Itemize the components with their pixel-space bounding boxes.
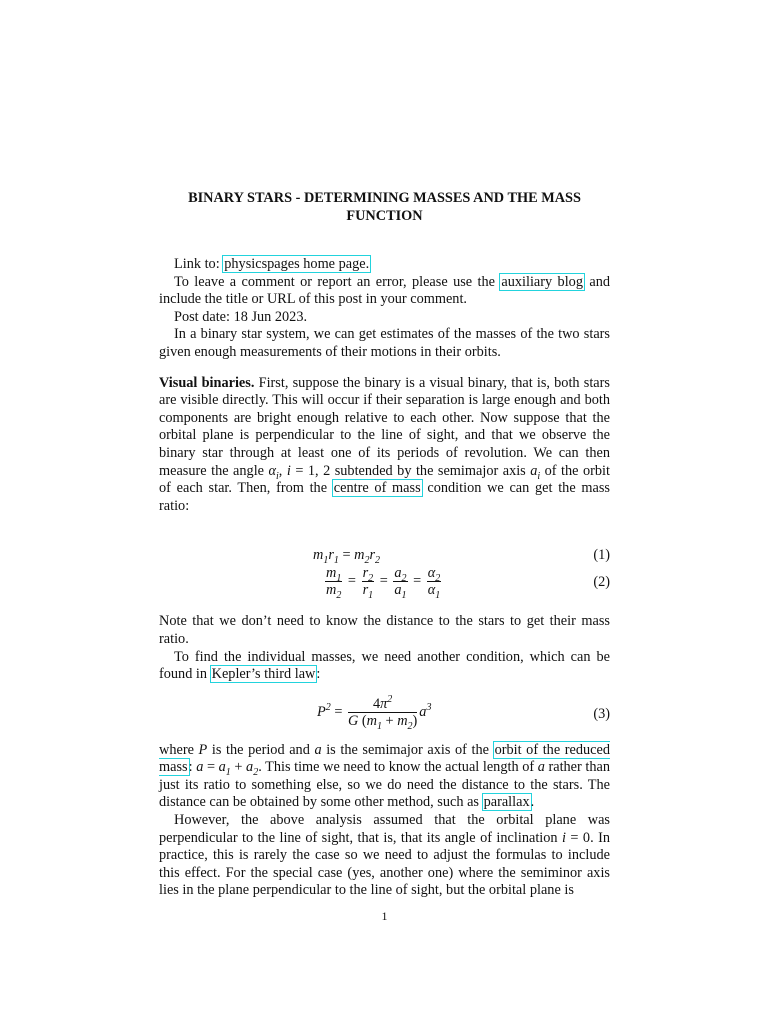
where-paragraph: where P is the period and a is the semimajor axis of the orbit of the reduced mass: $a = a_1 + a_2$. This time we need to know the actual length of a rather than just its ratio to something else, so we do need the distance to the stars. The distance can be obtained by some other method, such as parallax. bbox=[159, 741, 611, 811]
link-paragraph bbox=[159, 256, 610, 274]
centre-of-mass-link[interactable]: centre of mass bbox=[333, 480, 421, 497]
comment-text: To leave a comment or report an error, please use the bbox=[174, 273, 501, 290]
equation-number-2: (2) bbox=[593, 574, 610, 591]
page-number: 1 bbox=[381, 909, 388, 923]
paper-body bbox=[159, 256, 610, 900]
post-date: Post date: 18 Jun 2023. bbox=[174, 308, 308, 325]
title-line-1: BINARY STARS - DETERMINING MASSES AND THE MASS bbox=[188, 190, 581, 206]
para-text: . In practice, this is rarely the case so we need to adjust the formulas to include this effect. For the special case (yes, another one) where the semiminor axis lies in the plane perpendicular to the line of sight, but the orbital plane is bbox=[159, 829, 610, 899]
intro-paragraph: In a binary star system, we can get estimates of the masses of the two stars given enough measurements of their motions in their orbits. bbox=[159, 326, 610, 360]
reduced-mass-link[interactable]: orbit of the reduced mass bbox=[159, 741, 611, 776]
auxiliary-blog-link[interactable]: auxiliary blog bbox=[501, 273, 583, 290]
equation-number-3: (3) bbox=[593, 705, 610, 722]
equation-3: $P^2$ = $\frac{4\pi^2}{G (m_1 + m_2)}$ $a^3$ (3) bbox=[317, 693, 610, 732]
para-text: is the semimajor axis of the bbox=[321, 741, 494, 758]
equation-number-1: (1) bbox=[593, 547, 610, 564]
para-text: rather than just its ratio to something else, so we do need the distance to the stars. The distance can be obtained by some other method, such as bbox=[159, 759, 611, 811]
para-text: . bbox=[530, 794, 535, 811]
comment-text-end: and include the title or URL of this post in your comment. bbox=[159, 273, 611, 308]
para-text: subtended by the semimajor axis bbox=[330, 462, 531, 479]
section-heading: Visual binaries. bbox=[159, 374, 255, 391]
para-text: . This time we need to know the actual length of bbox=[258, 759, 538, 776]
however-paragraph: However, the above analysis assumed that the orbital plane was perpendicular to the line of sight, that is, that its angle of inclination i = 0. In practice, this is rarely the case so we need to adjust the formulas to include this effect. For the special case (yes, another one) where the semiminor axis lies in the plane perpendicular to the line of sight, but the orbital plane is bbox=[159, 812, 610, 899]
link-label: Link to: bbox=[174, 256, 224, 272]
visual-binaries-paragraph: Visual binaries. First, suppose the binary is a visual binary, that is, both stars are visible directly. This will occur if their separation is large enough and both components are bright enough relative to each other. Now suppose that the orbital plane is perpendicular to the line of sight, and that we observe the binary star through at least one of its periods of revolution. We can then measure the angle $\alpha_i$, i = 1, 2 subtended by the semimajor axis $a_i$ of the orbit of each star. Then, from the centre of mass condition we can get the mass ratio: bbox=[159, 374, 610, 514]
para-text: : bbox=[316, 666, 321, 683]
kepler-paragraph bbox=[159, 649, 610, 684]
para-text: of the orbit of each star. Then, from the bbox=[159, 462, 610, 497]
para-text: First, suppose the binary is a visual binary, that is, both stars are visible directly. This will occur if their separation is large enough and both components are bright enough relative to each other. Now suppose that the orbital plane is perpendicular to the line of sight, and that we observe the binary star through at least one of its periods of revolution. We can then measure the angle bbox=[159, 374, 610, 479]
home-page-link[interactable]: physicspages home page. bbox=[224, 256, 370, 272]
para-text: where bbox=[159, 741, 199, 758]
page-title bbox=[159, 189, 610, 225]
para-text: : bbox=[188, 759, 197, 776]
para-text: condition we can get the mass ratio: bbox=[159, 480, 610, 514]
para-text: To find the individual masses, we need another condition, which can be found in bbox=[159, 648, 610, 683]
parallax-link[interactable]: parallax bbox=[483, 794, 530, 811]
keplers-third-law-link[interactable]: Kepler’s third law bbox=[211, 666, 316, 683]
title-line-2: FUNCTION bbox=[346, 208, 423, 224]
para-text: However, the above analysis assumed that the orbital plane was perpendicular to the line of sight, that is, that its angle of inclination bbox=[159, 812, 610, 846]
para-text: is the period and bbox=[207, 741, 315, 758]
equations-1-2: $m_1r_1 = m_2r_2$ (1) $\frac{m_1}{m_2}$ = $\frac{r_2}{r_1}$ = $\frac{a_2}{a_1}$ = $\frac{\alpha_2}{\alpha_1}$ (2) bbox=[313, 547, 610, 602]
comment-paragraph bbox=[159, 274, 610, 309]
note-paragraph: Note that we don’t need to know the distance to the stars to get their mass ratio. bbox=[159, 613, 610, 647]
